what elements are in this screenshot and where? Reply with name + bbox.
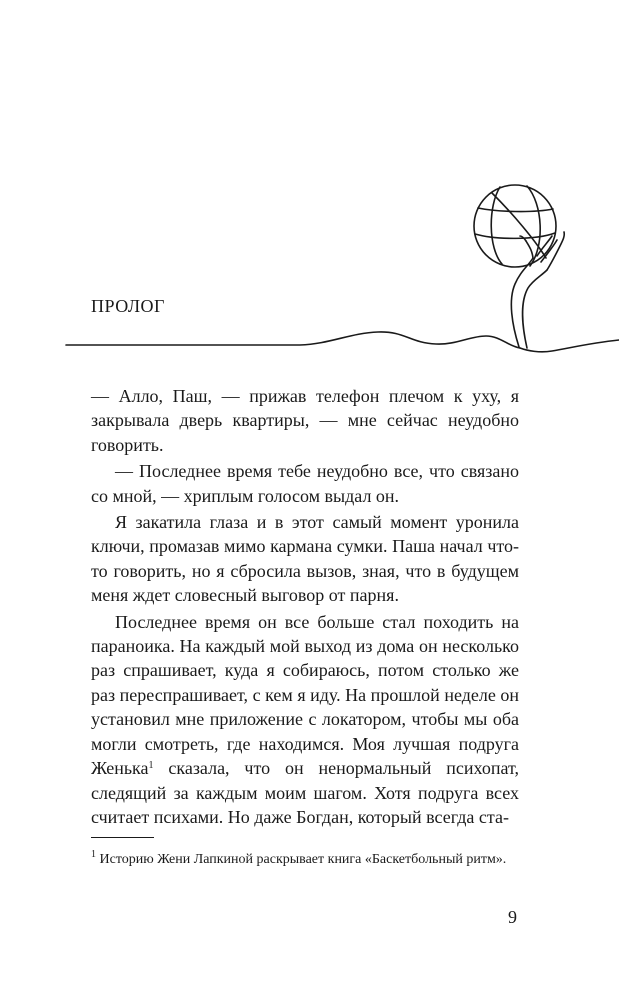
paragraph: Я закатила глаза и в этот самый момент уронила ключи, промазав мимо кармана сумки. Паша начал что-то говорить, но я сбросила вызов, зная, что в будущем меня ждет словесный выговор от парня. (91, 512, 519, 606)
paragraph: — Алло, Паш, — прижав телефон плечом к уху, я закрывала дверь квартиры, — мне сейчас неудобно говорить. (91, 386, 519, 455)
paragraph: — Последнее время тебе неудобно все, что связано со мной, — хриплым голосом выдал он. (91, 461, 519, 506)
page-number: 9 (508, 907, 517, 927)
footnote-mark[interactable]: 1 (148, 760, 154, 772)
footnote-divider (91, 837, 154, 838)
basketball-hand-line-art-icon (0, 0, 619, 400)
chapter-title: ПРОЛОГ (91, 296, 165, 316)
body-text (91, 384, 519, 829)
paragraph (91, 610, 519, 830)
footnote-text: Историю Жени Лапкиной раскрывает книга «Баскетбольный ритм». (96, 852, 507, 867)
paragraph-text: сказала, что он ненормальный психопат, следящий за каждым моим шагом. Хотя подруга всех считает психами. Но даже Богдан, который всегда ста- (91, 758, 519, 827)
footnote (91, 848, 519, 872)
footnote-number: 1 (91, 849, 96, 860)
paragraph-text: Последнее время он все больше стал походить на параноика. На каждый мой выход из дома он несколько раз спрашивает, куда я собираюсь, потом столько же раз переспрашивает, с кем я иду. На прошлой неделе он установил мне приложение с локатором, чтобы мы оба могли смотреть, где находимся. Моя лучшая подруга Женька (91, 611, 519, 779)
